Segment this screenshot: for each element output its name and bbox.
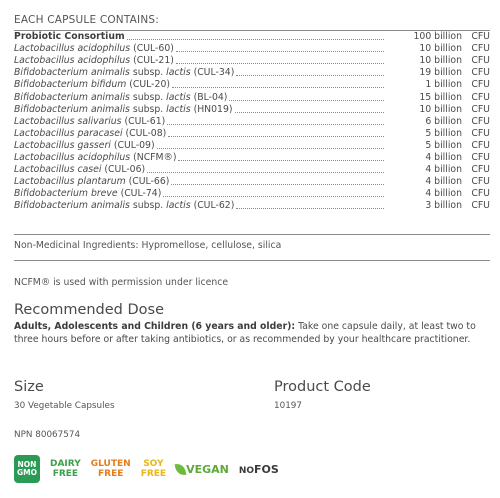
ingredient-row bbox=[14, 152, 490, 163]
ingredient-unit: CFU bbox=[471, 115, 490, 127]
ingredient-name-part: subsp. bbox=[129, 200, 167, 212]
ingredient-name bbox=[14, 43, 174, 54]
dot-leader bbox=[172, 86, 384, 88]
ingredient-unit: CFU bbox=[471, 139, 490, 151]
ingredient-unit: CFU bbox=[471, 91, 490, 103]
leaf-icon bbox=[175, 462, 187, 477]
ingredient-unit: CFU bbox=[471, 176, 490, 188]
soy-free-line1: SOY bbox=[143, 459, 164, 469]
ingredient-name-part: (HN019) bbox=[190, 103, 233, 115]
ingredient-unit: CFU bbox=[471, 55, 490, 67]
ingredient-name-part: (BL-04) bbox=[190, 91, 228, 103]
gluten-free-badge bbox=[91, 459, 131, 479]
size-heading: Size bbox=[14, 379, 44, 395]
ingredient-amount: 5 billion bbox=[425, 127, 462, 139]
ingredient-row bbox=[14, 140, 490, 151]
ingredient-name-part: (CUL-21) bbox=[130, 55, 174, 67]
ingredient-amount: 4 billion bbox=[425, 188, 462, 200]
ingredient-name-part: Lactobacillus salivarius bbox=[14, 115, 122, 127]
ingredient-name-part: (CUL-61) bbox=[121, 115, 166, 127]
dot-leader bbox=[178, 159, 384, 161]
ingredient-amount: 10 billion bbox=[419, 43, 462, 55]
ingredient-name-part: Lactobacillus gasseri bbox=[14, 139, 111, 151]
ingredient-unit: CFU bbox=[471, 79, 490, 91]
non-medicinal-divider bbox=[14, 260, 490, 261]
ingredient-name-part: subsp. bbox=[129, 67, 167, 79]
section-title: EACH CAPSULE CONTAINS: bbox=[14, 14, 160, 26]
ingredient-unit: CFU bbox=[471, 67, 490, 79]
recommended-dose-audience: Adults, Adolescents and Children (6 years and older): bbox=[14, 321, 296, 332]
ingredient-name-part: (CUL-06) bbox=[101, 164, 146, 176]
non-gmo-line2: GMO bbox=[17, 468, 37, 477]
ingredient-name bbox=[14, 152, 176, 163]
ingredient-row bbox=[14, 200, 490, 211]
ingredient-unit: CFU bbox=[471, 164, 490, 176]
ncfm-licence-note: NCFM® is used with permission under licence bbox=[14, 277, 229, 288]
ingredient-amount: 10 billion bbox=[419, 103, 462, 115]
gluten-free-line1: GLUTEN bbox=[90, 459, 131, 469]
ingredient-name-part: (CUL-09) bbox=[110, 139, 155, 151]
no-fos-prefix: NO bbox=[238, 465, 255, 476]
ingredient-name-part: (CUL-74) bbox=[117, 188, 162, 200]
ingredient-amount: 15 billion bbox=[419, 91, 462, 103]
ingredient-unit: CFU bbox=[471, 103, 490, 115]
ingredient-row bbox=[14, 79, 490, 90]
ingredients-divider bbox=[14, 234, 490, 235]
dot-leader bbox=[176, 62, 384, 64]
dot-leader bbox=[171, 183, 384, 185]
ingredient-name bbox=[14, 92, 227, 103]
ingredient-row bbox=[14, 43, 490, 54]
ingredient-name-part: (NCFM®) bbox=[130, 152, 177, 163]
ingredient-name bbox=[14, 116, 165, 127]
ingredient-name-part: lactis bbox=[166, 67, 191, 79]
ingredient-name-part: Bifidobacterium breve bbox=[14, 188, 118, 200]
soy-free-line2: FREE bbox=[140, 469, 167, 479]
ingredient-name bbox=[14, 176, 169, 187]
ingredient-name bbox=[14, 188, 161, 199]
certification-badges bbox=[14, 452, 279, 486]
dairy-free-line1: DAIRY bbox=[50, 459, 81, 469]
ingredient-row bbox=[14, 104, 490, 115]
ingredient-unit: CFU bbox=[471, 152, 490, 163]
dot-leader bbox=[236, 207, 384, 209]
ingredient-row bbox=[14, 92, 490, 103]
ingredient-name-part: (CUL-60) bbox=[130, 43, 174, 55]
ingredient-row bbox=[14, 31, 490, 42]
ingredient-name-part: Lactobacillus acidophilus bbox=[14, 152, 131, 163]
ingredient-name bbox=[14, 55, 174, 66]
dot-leader bbox=[229, 99, 384, 101]
ingredient-name-part: Lactobacillus paracasei bbox=[14, 127, 123, 139]
ingredient-name bbox=[14, 79, 170, 90]
ingredient-name bbox=[14, 104, 233, 115]
ingredient-name bbox=[14, 67, 234, 78]
product-code-heading: Product Code bbox=[274, 379, 371, 395]
ingredient-row bbox=[14, 55, 490, 66]
ingredient-name-part: lactis bbox=[166, 200, 191, 212]
ingredient-name-part: (CUL-62) bbox=[190, 200, 235, 212]
npn-number: NPN 80067574 bbox=[14, 430, 81, 440]
ingredient-name-part: Bifidobacterium bifidum bbox=[14, 79, 127, 91]
ingredient-name-part: (CUL-08) bbox=[122, 127, 167, 139]
dot-leader bbox=[176, 50, 384, 52]
ingredient-name-part: Bifidobacterium animalis bbox=[14, 67, 130, 79]
ingredient-amount: 6 billion bbox=[425, 115, 462, 127]
recommended-dose-heading: Recommended Dose bbox=[14, 302, 164, 318]
ingredient-amount: 3 billion bbox=[425, 200, 462, 212]
no-fos-label: FOS bbox=[254, 462, 279, 476]
ingredient-name bbox=[14, 128, 166, 139]
ingredient-amount: 4 billion bbox=[425, 152, 462, 163]
vegan-label: VEGAN bbox=[186, 462, 229, 476]
recommended-dose-text bbox=[14, 321, 490, 346]
ingredient-amount: 5 billion bbox=[425, 139, 462, 151]
dot-leader bbox=[157, 147, 384, 149]
dot-leader bbox=[127, 38, 384, 40]
ingredient-row bbox=[14, 188, 490, 199]
ingredient-name-part: (CUL-34) bbox=[190, 67, 235, 79]
vegan-badge bbox=[176, 463, 229, 476]
ingredient-name-part: subsp. bbox=[129, 103, 167, 115]
ingredient-name bbox=[14, 200, 234, 211]
ingredient-name-part: Bifidobacterium animalis bbox=[14, 200, 130, 212]
ingredient-name bbox=[14, 140, 155, 151]
ingredient-unit: CFU bbox=[471, 127, 490, 139]
recommended-dose-instructions: Take one capsule daily, at least two to three hours before or after taking antibiotics, or as recommended by your healthcare practitioner. bbox=[14, 321, 476, 345]
ingredient-name bbox=[14, 164, 145, 175]
non-medicinal-ingredients: Non-Medicinal Ingredients: Hypromellose, cellulose, silica bbox=[14, 240, 282, 251]
ingredient-name-part: (CUL-66) bbox=[125, 176, 170, 188]
soy-free-badge bbox=[141, 459, 166, 479]
dot-leader bbox=[163, 195, 384, 197]
ingredient-amount: 4 billion bbox=[425, 176, 462, 188]
ingredient-row bbox=[14, 164, 490, 175]
ingredient-name-part: subsp. bbox=[129, 91, 167, 103]
size-value: 30 Vegetable Capsules bbox=[14, 401, 115, 411]
gluten-free-line2: FREE bbox=[98, 469, 124, 479]
ingredient-amount: 19 billion bbox=[419, 67, 462, 79]
ingredient-name-part: lactis bbox=[166, 103, 191, 115]
dot-leader bbox=[236, 74, 384, 76]
ingredient-name-part: Lactobacillus casei bbox=[14, 164, 102, 176]
ingredient-unit: CFU bbox=[471, 200, 490, 212]
ingredient-name-part: Bifidobacterium animalis bbox=[14, 91, 130, 103]
ingredient-name-part: (CUL-20) bbox=[126, 79, 170, 91]
ingredient-unit: CFU bbox=[471, 188, 490, 200]
ingredient-name-part: Lactobacillus acidophilus bbox=[14, 43, 131, 55]
non-gmo-line1: NON bbox=[17, 459, 37, 469]
dairy-free-line2: FREE bbox=[52, 469, 79, 479]
ingredient-amount: 1 billion bbox=[425, 79, 462, 91]
dot-leader bbox=[235, 111, 384, 113]
dot-leader bbox=[168, 135, 384, 137]
dot-leader bbox=[167, 123, 384, 125]
non-gmo-badge bbox=[14, 455, 40, 483]
ingredient-row bbox=[14, 176, 490, 187]
ingredient-name-part: Bifidobacterium animalis bbox=[14, 103, 130, 115]
dairy-free-badge bbox=[50, 459, 81, 479]
ingredient-name-part: Lactobacillus plantarum bbox=[14, 176, 126, 188]
ingredient-unit: CFU bbox=[471, 31, 490, 42]
ingredient-amount: 100 billion bbox=[413, 31, 462, 42]
ingredient-unit: CFU bbox=[471, 43, 490, 55]
ingredient-name-part: Probiotic Consortium bbox=[14, 31, 125, 42]
ingredient-name-part: lactis bbox=[166, 91, 191, 103]
ingredient-row bbox=[14, 67, 490, 78]
ingredient-row bbox=[14, 128, 490, 139]
no-fos-badge bbox=[239, 463, 279, 476]
product-code-value: 10197 bbox=[274, 401, 302, 411]
dot-leader bbox=[147, 171, 384, 173]
ingredient-row bbox=[14, 116, 490, 127]
ingredient-name-part: Lactobacillus acidophilus bbox=[14, 55, 131, 67]
ingredient-amount: 4 billion bbox=[425, 164, 462, 176]
ingredient-name bbox=[14, 31, 125, 42]
ingredient-amount: 10 billion bbox=[419, 55, 462, 67]
